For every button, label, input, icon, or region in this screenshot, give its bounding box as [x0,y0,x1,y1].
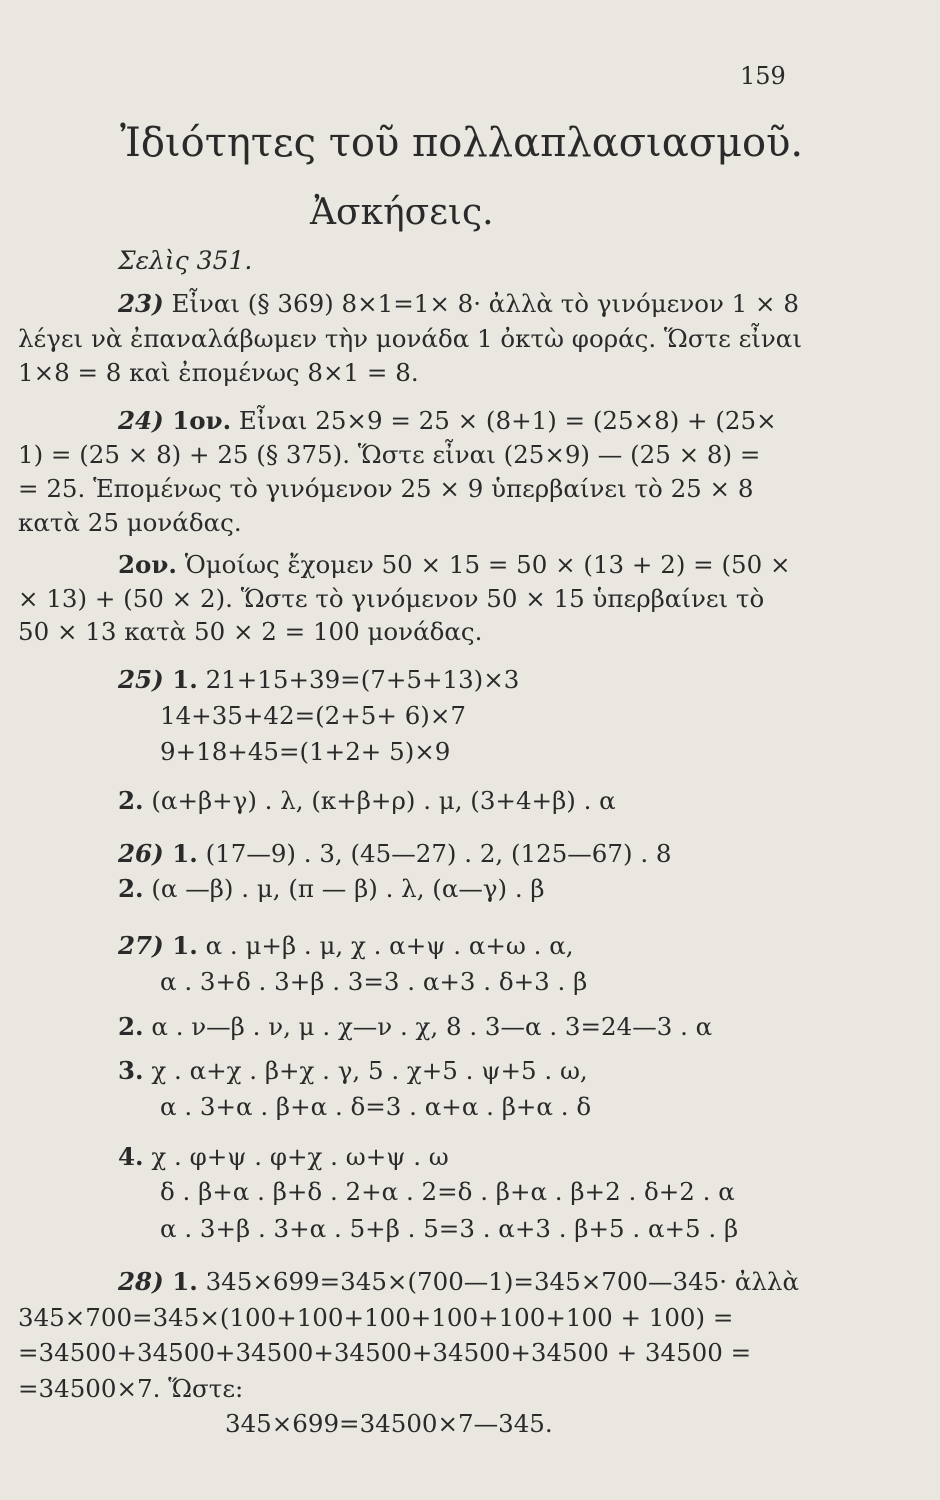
line-text: χ . α+χ . β+χ . γ, 5 . χ+5 . ψ+5 . ω, [143,1056,588,1085]
line-text: = 25. Ἑπομένως τὸ γινόμενον 25 × 9 ὑπερβαίνει τὸ 25 × 8 [18,474,754,503]
text-line [18,441,760,469]
part-label: 1. [163,665,198,694]
line-text: =34500+34500+34500+34500+34500+34500 + 34500 = [18,1338,752,1367]
page-subtitle: Ἀσκήσεις. [310,192,494,233]
part-label: 2ον. [118,550,177,579]
line-text: 50 × 13 κατὰ 50 × 2 = 100 μονάδας. [18,617,483,646]
text-line [18,585,764,613]
text-line [18,475,753,503]
line-text: α . 3+α . β+α . δ=3 . α+α . β+α . δ [160,1092,592,1121]
text-line [118,932,574,960]
text-line [18,359,419,387]
line-text: α . ν—β . ν, μ . χ—ν . χ, 8 . 3—α . 3=24—3 . α [143,1012,713,1041]
line-text: α . 3+β . 3+α . 5+β . 5=3 . α+3 . β+5 . α+5 . β [160,1214,739,1243]
text-line [225,1410,553,1438]
part-label: 4. [118,1142,144,1171]
exercise-number: 23) [118,289,164,318]
line-text: 14+35+42=(2+5+ 6)×7 [160,701,466,730]
line-text: α . 3+δ . 3+β . 3=3 . α+3 . δ+3 . β [160,967,588,996]
exercise-number: 26) [118,839,164,868]
text-line [160,1093,591,1121]
text-line [160,1178,735,1206]
part-label: 2. [118,1012,144,1041]
part-label: 1. [163,1267,198,1296]
text-line [118,666,519,694]
line-text: 9+18+45=(1+2+ 5)×9 [160,737,451,766]
text-line [18,1304,733,1332]
line-text: 345×699=34500×7—345. [225,1409,553,1438]
line-text: λέγει νὰ ἐπαναλάβωμεν τὴν μονάδα 1 ὀκτὼ φοράς. Ὥστε εἶναι [18,324,802,353]
text-line [118,787,616,815]
text-line [18,1339,751,1367]
line-text: Εἶναι 25×9 = 25 × (8+1) = (25×8) + (25× [231,406,777,435]
text-line [118,1143,449,1171]
text-line [118,1013,712,1041]
line-text: 345×699=345×(700—1)=345×700—345· ἀλλὰ [197,1267,799,1296]
line-text: Ὁμοίως ἔχομεν 50 × 15 = 50 × (13 + 2) = (50 × [176,550,791,579]
text-line [160,702,466,730]
page-title: Ἰδιότητες τοῦ πολλαπλασιασμοῦ. [120,120,804,166]
text-line [118,1268,799,1296]
line-text: α . μ+β . μ, χ . α+ψ . α+ω . α, [197,931,574,960]
exercise-number: 25) [118,665,164,694]
line-text: (17—9) . 3, (45—27) . 2, (125—67) . 8 [197,839,672,868]
text-line [18,325,802,353]
section-reference: Σελὶς 351. [118,246,253,275]
exercise-number: 27) [118,931,164,960]
text-line [18,509,242,537]
text-line [118,407,777,435]
part-label: 1ον. [163,406,232,435]
exercise-number: 28) [118,1267,164,1296]
exercise-number: 24) [118,406,164,435]
line-text: κατὰ 25 μονάδας. [18,508,242,537]
line-text: 345×700=345×(100+100+100+100+100+100 + 100) = [18,1303,734,1332]
text-line [118,1057,588,1085]
text-line [118,875,545,903]
line-text: 1×8 = 8 καὶ ἐπομένως 8×1 = 8. [18,358,419,387]
text-line [118,290,799,318]
line-text: 1) = (25 × 8) + 25 (§ 375). Ὥστε εἶναι (25×9) — (25 × 8) = [18,440,761,469]
line-text: δ . β+α . β+δ . 2+α . 2=δ . β+α . β+2 . δ+2 . α [160,1177,735,1206]
text-line [160,968,587,996]
part-label: 2. [118,874,144,903]
part-label: 1. [163,839,198,868]
page-number: 159 [740,62,786,90]
line-text: (α —β) . μ, (π — β) . λ, (α—γ) . β [143,874,545,903]
part-label: 3. [118,1056,144,1085]
text-line [160,738,450,766]
part-label: 1. [163,931,198,960]
line-text: =34500×7. Ὥστε: [18,1374,244,1403]
text-line [160,1215,738,1243]
text-line [118,551,791,579]
line-text: (α+β+γ) . λ, (κ+β+ρ) . μ, (3+4+β) . α [143,786,616,815]
line-text: χ . φ+ψ . φ+χ . ω+ψ . ω [143,1142,449,1171]
line-text: 21+15+39=(7+5+13)×3 [197,665,520,694]
text-line [18,618,482,646]
part-label: 2. [118,786,144,815]
text-line [118,840,672,868]
line-text: Εἶναι (§ 369) 8×1=1× 8· ἀλλὰ τὸ γινόμενον 1 × 8 [163,289,799,318]
text-line [18,1375,243,1403]
line-text: × 13) + (50 × 2). Ὥστε τὸ γινόμενον 50 × 15 ὑπερβαίνει τὸ [18,584,765,613]
